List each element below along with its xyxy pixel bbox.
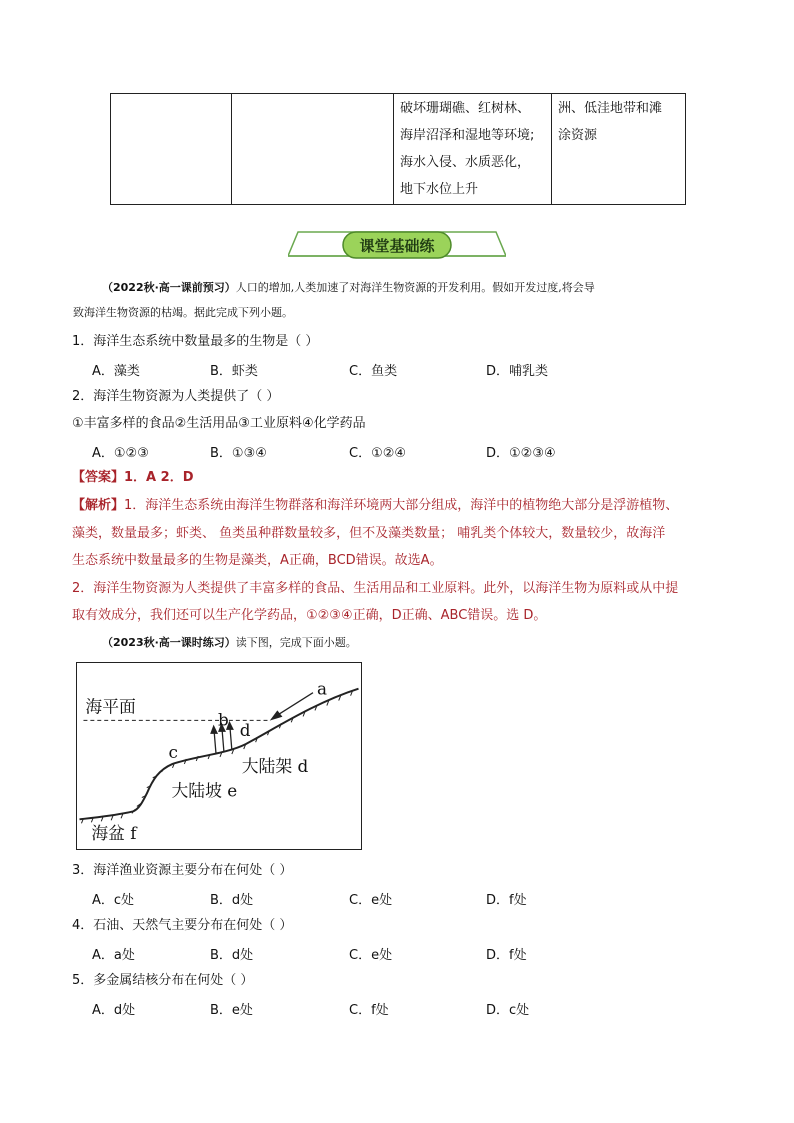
question-2-items: ①丰富多样的食品②生活用品③工业原料④化学药品 [72, 416, 366, 431]
q2-option-a: A．①②③ [92, 446, 149, 461]
question-2-stem: 2．海洋生物资源为人类提供了（ ） [72, 389, 280, 404]
table-cell-text: 洲、低洼地带和滩 涂资源 [558, 101, 663, 143]
table-cell [232, 94, 394, 205]
resource-table [110, 93, 686, 205]
passage-text: 人口的增加,人类加速了对海洋生物资源的开发利用。假如开发过度,将会导 [235, 281, 595, 294]
q4-option-c: C．e处 [349, 948, 393, 963]
answer-text: 1．A 2．D [124, 470, 194, 485]
answer-line [72, 464, 194, 492]
label-b: b [218, 709, 229, 730]
analysis-line: 取有效成分，我们还可以生产化学药品，①②③④正确，D正确、ABC错误。选 D。 [72, 608, 547, 623]
passage-intro [102, 631, 357, 655]
passage-text: 致海洋生物资源的枯竭。据此完成下列小题。 [73, 306, 293, 319]
label-continental-shelf: 大陆架 d [241, 755, 309, 776]
source-tag: （2022秋·高一课前预习） [102, 281, 236, 294]
question-5-stem: 5．多金属结核分布在何处（ ） [72, 973, 254, 988]
label-d: d [239, 720, 251, 741]
q1-option-c: C．鱼类 [349, 364, 398, 379]
q5-option-c: C．f处 [349, 1003, 389, 1018]
q2-option-c: C．①②④ [349, 446, 407, 461]
analysis-line: 藻类，数量最多；虾类、 鱼类虽种群数量较多，但不及藻类数量； 哺乳类个体较大，数量较少，故海洋 [72, 526, 666, 541]
answer-tag: 【答案】 [72, 470, 125, 485]
q3-option-d: D．f处 [486, 893, 527, 908]
q3-option-c: C．e处 [349, 893, 393, 908]
analysis-text: 1．海洋生态系统由海洋生物群落和海洋环境两大部分组成，海洋中的植物绝大部分是浮游植物、 [124, 498, 679, 513]
question-1-stem: 1．海洋生态系统中数量最多的生物是（ ） [72, 334, 319, 349]
label-sea-level: 海平面 [85, 696, 136, 717]
arrow-a [271, 693, 313, 720]
q1-option-b: B．虾类 [210, 364, 258, 379]
q5-option-b: B．e处 [210, 1003, 253, 1018]
label-a: a [316, 678, 327, 699]
q4-option-a: A．a处 [92, 948, 135, 963]
q4-option-b: B．d处 [210, 948, 254, 963]
label-continental-slope: 大陆坡 e [171, 780, 238, 801]
seafloor-profile-diagram [76, 662, 362, 850]
analysis-line: 2．海洋生物资源为人类提供了丰富多样的食品、生活用品和工业原料。此外，以海洋生物为原料或从中提 [72, 581, 679, 596]
q3-option-a: A．c处 [92, 893, 135, 908]
q2-option-d: D．①②③④ [486, 446, 556, 461]
analysis-line [72, 492, 678, 520]
passage-text: 读下图，完成下面小题。 [235, 636, 357, 649]
table-cell-text: 破坏珊瑚礁、红树林、 海岸沼泽和湿地等环境; 海水入侵、水质恶化， 地下水位上升 [400, 101, 535, 197]
section-title: 课堂基础练 [359, 237, 435, 255]
question-4-stem: 4．石油、天然气主要分布在何处（ ） [72, 918, 293, 933]
q1-option-a: A．藻类 [92, 364, 140, 379]
analysis-tag: 【解析】 [72, 498, 125, 513]
label-ocean-basin: 海盆 f [91, 823, 137, 844]
table-cell [552, 94, 686, 205]
q3-option-b: B．d处 [210, 893, 254, 908]
q2-option-b: B．①③④ [210, 446, 267, 461]
passage-intro [102, 276, 595, 300]
q1-option-d: D．哺乳类 [486, 364, 549, 379]
q5-option-a: A．d处 [92, 1003, 136, 1018]
label-c: c [168, 741, 178, 762]
analysis-line: 生态系统中数量最多的生物是藻类，A正确，BCD错误。故选A。 [72, 553, 443, 568]
table-cell [111, 94, 232, 205]
source-tag: （2023秋·高一课时练习） [102, 636, 236, 649]
table-cell [394, 94, 552, 205]
q5-option-d: D．c处 [486, 1003, 530, 1018]
q4-option-d: D．f处 [486, 948, 527, 963]
question-3-stem: 3．海洋渔业资源主要分布在何处（ ） [72, 863, 293, 878]
table-row [111, 94, 686, 205]
